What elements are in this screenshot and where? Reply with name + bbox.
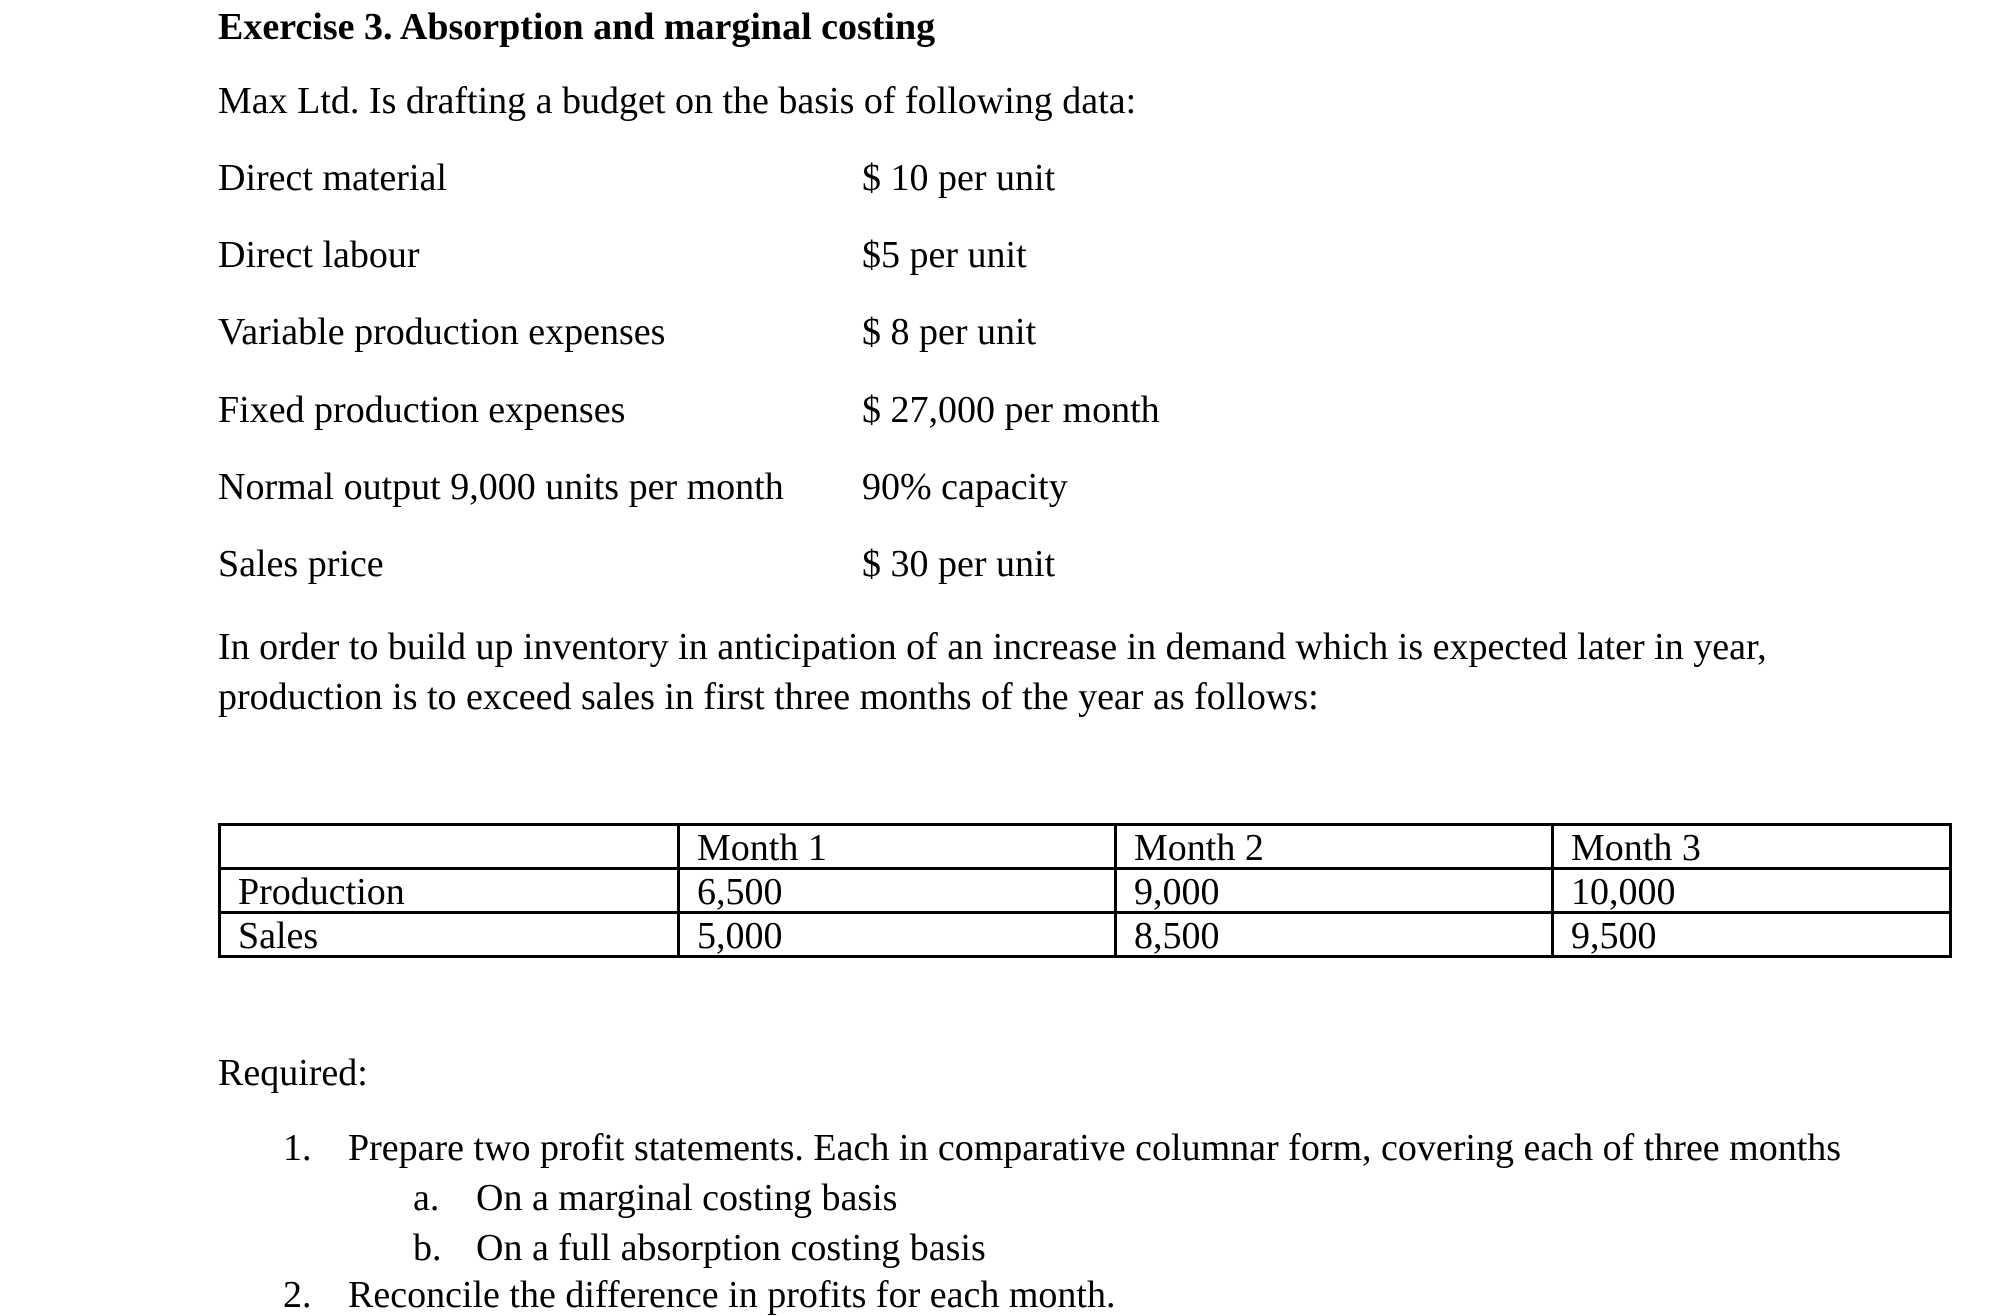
row-label-production: Production — [220, 869, 679, 913]
list-number-1: 1. — [283, 1127, 312, 1169]
cost-label-variable-production: Variable production expenses — [218, 311, 666, 353]
table-row — [220, 869, 1951, 913]
table-cell: 10,000 — [1553, 869, 1951, 913]
production-sales-table — [218, 823, 1952, 958]
cost-label-normal-output: Normal output 9,000 units per month — [218, 466, 784, 508]
sublist-letter-a: a. — [413, 1177, 440, 1219]
table-row — [220, 913, 1951, 957]
table-header-month-2: Month 2 — [1116, 825, 1553, 869]
table-header-month-1: Month 1 — [679, 825, 1116, 869]
list-item-1-text: Prepare two profit statements. Each in comparative columnar form, covering each of three months — [348, 1127, 1842, 1169]
table-cell: 6,500 — [679, 869, 1116, 913]
sublist-letter-b: b. — [413, 1227, 442, 1269]
cost-label-sales-price: Sales price — [218, 543, 384, 585]
sublist-item-a-text: On a marginal costing basis — [476, 1177, 898, 1219]
cost-value-variable-production: $ 8 per unit — [862, 311, 1037, 353]
table-header-cell-empty — [220, 825, 679, 869]
required-heading: Required: — [218, 1052, 368, 1094]
table-cell: 9,000 — [1116, 869, 1553, 913]
cost-label-direct-labour: Direct labour — [218, 234, 420, 276]
cost-value-sales-price: $ 30 per unit — [862, 543, 1056, 585]
cost-value-direct-material: $ 10 per unit — [862, 157, 1056, 199]
cost-value-normal-output: 90% capacity — [862, 466, 1068, 508]
table-cell: 8,500 — [1116, 913, 1553, 957]
row-label-sales: Sales — [220, 913, 679, 957]
inventory-paragraph: In order to build up inventory in anticipation of an increase in demand which is expected later in year, production is to exceed sales in first three months of the year as follows: — [218, 626, 1767, 718]
table-cell: 5,000 — [679, 913, 1116, 957]
list-item-2-text: Reconcile the difference in profits for each month. — [348, 1274, 1116, 1316]
sublist-item-b-text: On a full absorption costing basis — [476, 1227, 986, 1269]
table-header-row — [220, 825, 1951, 869]
cost-label-fixed-production: Fixed production expenses — [218, 389, 626, 431]
exercise-title: Exercise 3. Absorption and marginal costing — [218, 6, 936, 48]
table-header-month-3: Month 3 — [1553, 825, 1951, 869]
list-number-2: 2. — [283, 1274, 312, 1316]
intro-text: Max Ltd. Is drafting a budget on the basis of following data: — [218, 80, 1137, 122]
cost-value-direct-labour: $5 per unit — [862, 234, 1027, 276]
cost-label-direct-material: Direct material — [218, 157, 447, 199]
cost-value-fixed-production: $ 27,000 per month — [862, 389, 1160, 431]
table-cell: 9,500 — [1553, 913, 1951, 957]
